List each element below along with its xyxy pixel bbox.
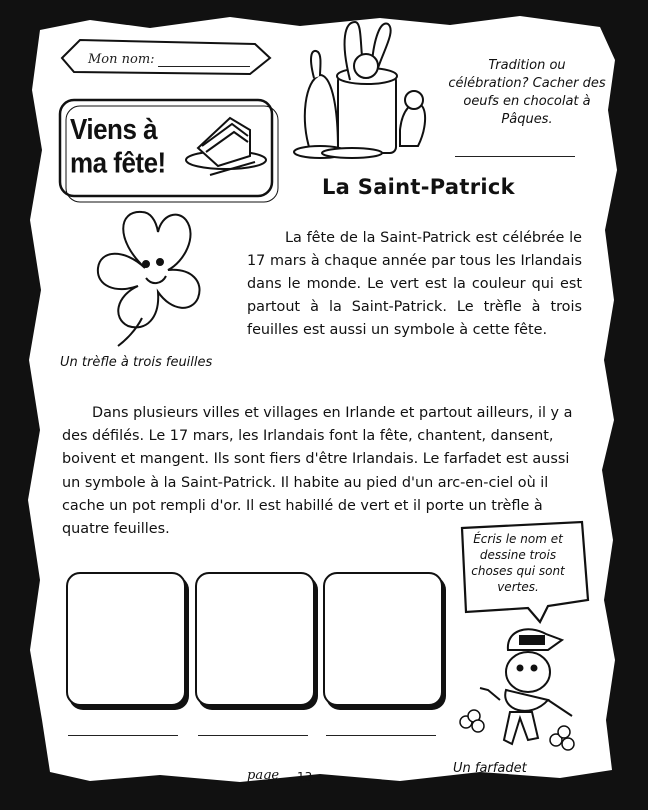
- name-label: Mon nom:: [88, 52, 155, 67]
- shamrock-caption: Un trèfle à trois feuilles: [60, 355, 213, 370]
- tradition-prompt: Tradition ou célébration? Cacher des oeufs en chocolat à Pâques.: [448, 58, 606, 127]
- drawing-box-2[interactable]: [195, 572, 315, 706]
- drawing-box-1[interactable]: [66, 572, 186, 706]
- paragraph-2: Dans plusieurs villes et villages en Irlande et partout ailleurs, il y a des défilés. Le 17 mars, les Irlandais font la fête, chantent, dansent, boivent et mangent. Ils sont fiers d'être Irlandais. Le farfadet est aussi un symbole à la Saint-Patrick. Il habite au pied d'un arc-en-ciel où il cache un pot rempli d'or. Il est habillé de vert et il porte un trèfle à quatre feuilles.: [62, 405, 573, 538]
- party-title: Viens à ma fête!: [70, 112, 166, 180]
- page-number: 13: [297, 770, 313, 784]
- leprechaun-illustration: [480, 629, 572, 744]
- answer-line-3[interactable]: [326, 735, 436, 736]
- shamrock-icon: [98, 212, 200, 346]
- bunny-illustration: [294, 22, 425, 158]
- page-title: La Saint-Patrick: [322, 175, 515, 199]
- answer-line-2[interactable]: [198, 735, 308, 736]
- bubble-instruction: Écris le nom et dessine trois choses qui sont vertes.: [471, 532, 565, 594]
- tradition-answer-line[interactable]: [455, 156, 575, 157]
- leprechaun-caption: Un farfadet: [453, 761, 527, 776]
- name-input-line[interactable]: [158, 66, 250, 67]
- paragraph-1: La fête de la Saint-Patrick est célébrée le 17 mars à chaque année par tous les Irlandais dans le monde. Le vert est la couleur qui est partout à la Saint-Patrick. Le trèfle à trois feuilles est aussi un symbole à cette fête.: [247, 230, 582, 338]
- drawing-box-3[interactable]: [323, 572, 443, 706]
- page-label: page: [247, 768, 280, 783]
- answer-line-1[interactable]: [68, 735, 178, 736]
